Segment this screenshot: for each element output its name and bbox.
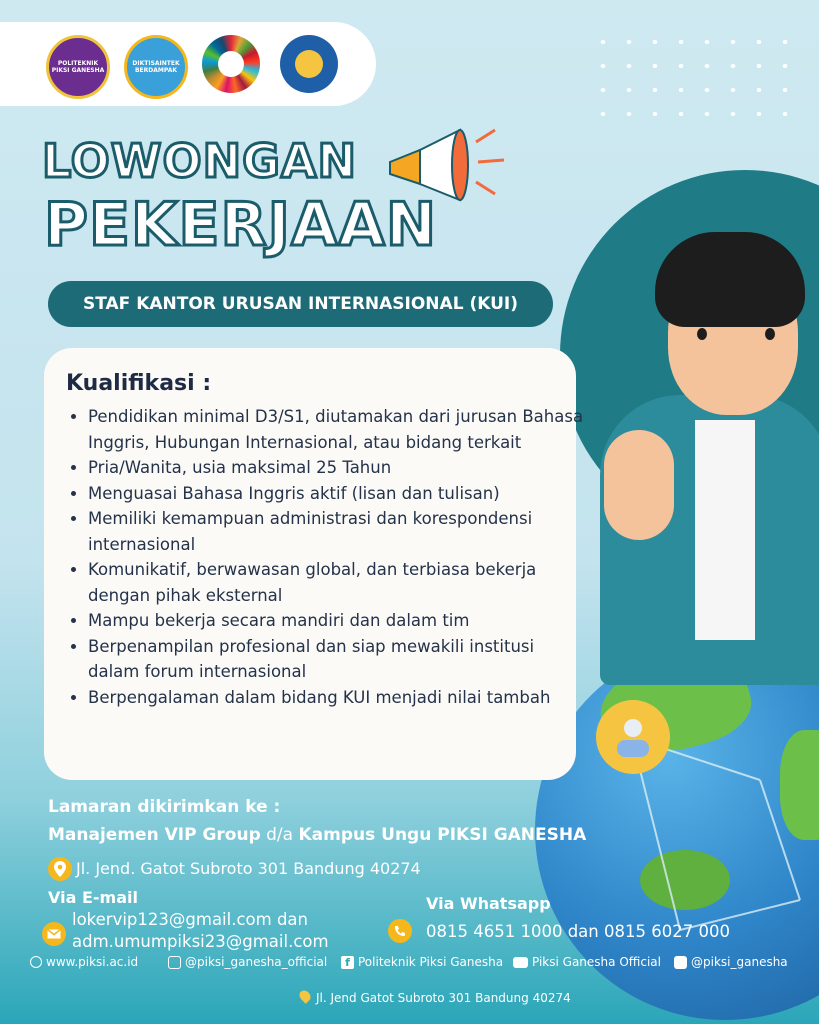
location-pin-icon	[297, 988, 313, 1004]
diktisaintek-logo: DIKTISAINTEK BERDAMPAK	[124, 35, 188, 99]
footer-website[interactable]	[30, 955, 138, 969]
email-link[interactable]: adm.umumpiksi23@gmail.com	[72, 932, 329, 951]
sdgs-logo	[202, 35, 260, 93]
title-pekerjaan: PEKERJAAN	[44, 190, 438, 260]
footer-facebook[interactable]	[341, 955, 503, 969]
application-intro: Lamaran dikirimkan ke :	[48, 797, 281, 817]
footer-address	[300, 990, 571, 1005]
instagram-icon	[168, 956, 181, 969]
politeknik-logo: POLITEKNIK PIKSI GANESHA	[46, 35, 110, 99]
whatsapp-numbers[interactable]: 0815 4651 1000 dan 0815 6027 000	[426, 922, 730, 941]
megaphone-icon	[380, 122, 510, 202]
footer-address-text: Jl. Jend Gatot Subroto 301 Bandung 40274	[316, 991, 571, 1005]
application-address: Jl. Jend. Gatot Subroto 301 Bandung 40274	[76, 859, 421, 878]
user-pin-icon	[596, 700, 670, 774]
website-link[interactable]: www.piksi.ac.id	[46, 955, 139, 969]
list-item: • Pendidikan minimal D3/S1, diutamakan dari jurusan Bahasa Inggris, Hubungan Internasional, atau bidang terkait	[88, 404, 588, 455]
footer-instagram[interactable]	[168, 955, 327, 969]
list-item: • Berpenampilan profesional dan siap mewakili institusi dalam forum internasional	[88, 634, 588, 685]
facebook-icon: f	[341, 956, 354, 969]
qualifications-heading: Kualifikasi :	[66, 371, 212, 396]
recipient-campus: Kampus Ungu PIKSI GANESHA	[298, 825, 587, 845]
title-lowongan: LOWONGAN	[42, 134, 357, 188]
email-heading: Via E-mail	[48, 888, 138, 907]
email-link[interactable]: lokervip123@gmail.com dan	[72, 910, 308, 929]
person-eye	[697, 328, 707, 340]
footer-youtube[interactable]	[513, 955, 661, 969]
list-item: • Berpengalaman dalam bidang KUI menjadi nilai tambah	[88, 685, 588, 711]
email-icon	[42, 922, 66, 946]
application-recipient	[48, 825, 586, 845]
position-title: STAF KANTOR URUSAN INTERNASIONAL (KUI)	[82, 294, 518, 314]
globe-icon	[30, 956, 42, 968]
facebook-page[interactable]: Politeknik Piksi Ganesha	[358, 955, 504, 969]
youtube-icon	[513, 957, 528, 968]
list-item: • Mampu bekerja secara mandiri dan dalam tim	[88, 608, 588, 634]
recipient-connector: d/a	[260, 825, 299, 845]
list-item: • Memiliki kemampuan administrasi dan korespondensi internasional	[88, 506, 588, 557]
footer-tiktok[interactable]	[674, 955, 788, 969]
youtube-channel[interactable]: Piksi Ganesha Official	[532, 955, 661, 969]
instagram-handle[interactable]: @piksi_ganesha_official	[185, 955, 328, 969]
recipient-name: Manajemen VIP Group	[48, 825, 261, 845]
thumbs-up-hand	[604, 430, 674, 540]
email-addresses	[72, 909, 329, 953]
tiktok-handle[interactable]: @piksi_ganesha	[691, 955, 788, 969]
tiktok-icon	[674, 956, 687, 969]
list-item: • Komunikatif, berwawasan global, dan terbiasa bekerja dengan pihak eksternal	[88, 557, 588, 608]
list-item: • Pria/Wanita, usia maksimal 25 Tahun	[88, 455, 588, 481]
qualifications-list	[62, 404, 588, 710]
whatsapp-heading: Via Whatsapp	[426, 894, 551, 913]
location-pin-icon	[48, 857, 72, 881]
phone-icon	[388, 919, 412, 943]
position-banner	[48, 281, 553, 327]
decorative-dots	[590, 30, 790, 130]
tut-wuri-logo	[280, 35, 338, 93]
person-eye	[765, 328, 775, 340]
list-item: • Menguasai Bahasa Inggris aktif (lisan dan tulisan)	[88, 481, 588, 507]
person-shirt	[695, 420, 755, 640]
person-hair	[655, 232, 805, 327]
